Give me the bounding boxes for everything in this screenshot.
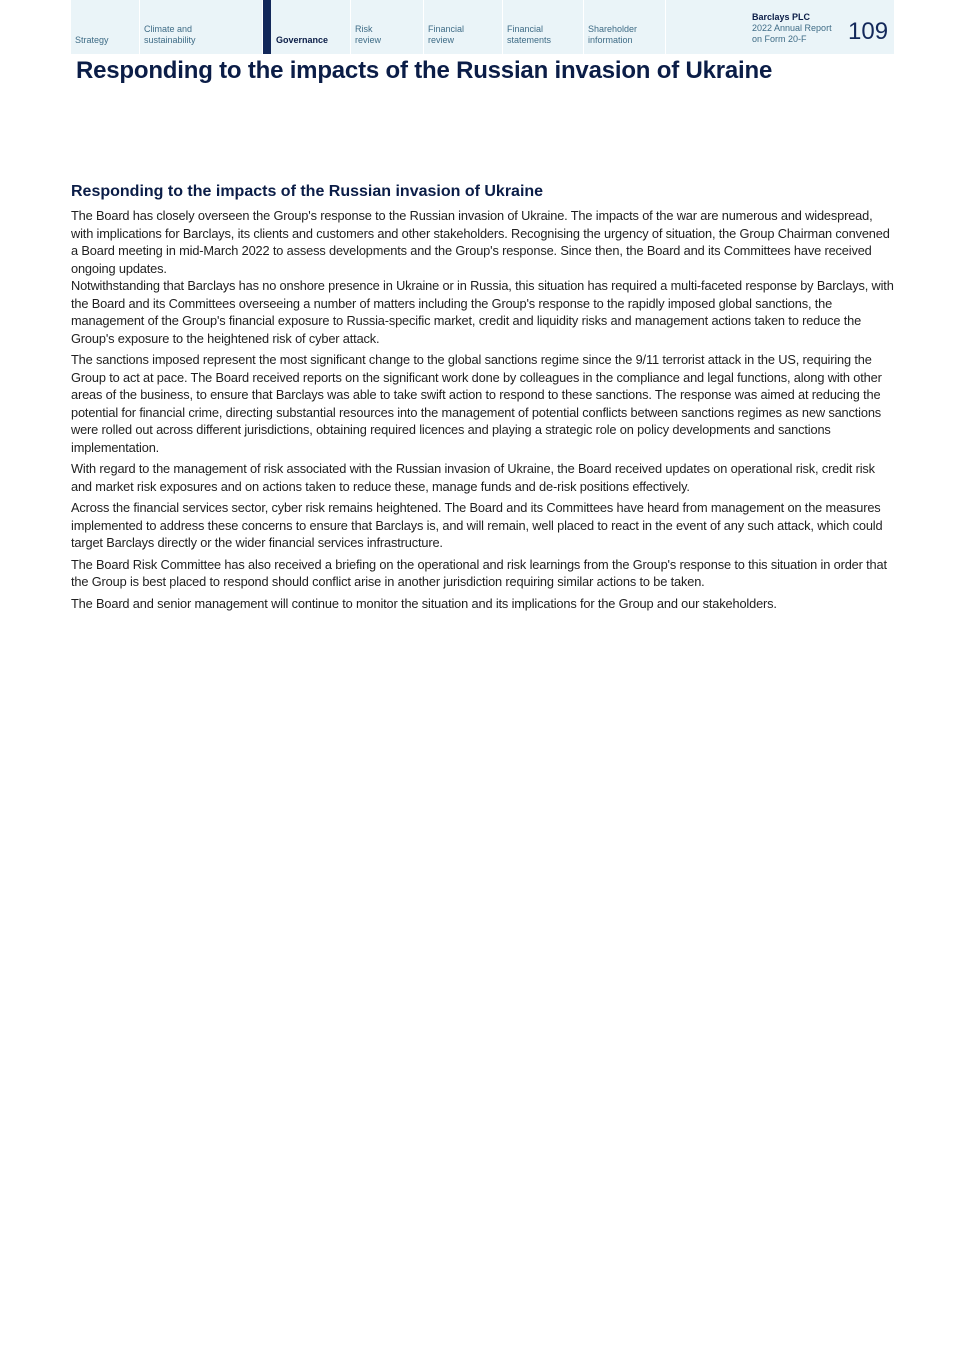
tab-risk-review[interactable] [351, 0, 424, 54]
tab-label: Risk review [355, 24, 382, 45]
report-title-line1: 2022 Annual Report [752, 23, 832, 33]
body-paragraph: Notwithstanding that Barclays has no onshore presence in Ukraine or in Russia, this situation has required a multi-faceted response by Barclays, with the Board and its Committees overseeing a number of matters including the Group's response to the rapidly imposed global sanctions, the management of the Group's financial exposure to Russia-specific market, credit and liquidity risks and management actions taken to reduce the Group's exposure to the heightened risk of cyber attack. [71, 278, 894, 346]
tab-strategy[interactable] [71, 0, 140, 54]
tab-label: Climate and sustainability [144, 24, 196, 45]
tab-label: Strategy [75, 35, 109, 45]
section-navigation [71, 0, 894, 54]
page-number: 109 [848, 18, 889, 45]
active-tab-marker [263, 0, 271, 54]
body-paragraph: The Board and senior management will continue to monitor the situation and its implications for the Group and our stakeholders. [71, 595, 777, 611]
tab-financial-statements[interactable] [503, 0, 584, 54]
report-branding [752, 12, 832, 45]
brand-name: Barclays PLC [752, 12, 811, 22]
body-paragraph: The Board has closely overseen the Group's response to the Russian invasion of Ukraine. The impacts of the war are numerous and widespread, with implications for Barclays, its clients and customers and other stakeholders. Recognising the urgency of situation, the Group Chairman convened a Board meeting in mid-March 2022 to assess developments and the Group's response. Since then, the Board and its Committees have received ongoing updates. [71, 208, 890, 276]
tab-label: Financial review [428, 24, 465, 45]
tab-financial-review[interactable] [424, 0, 503, 54]
body-paragraph: The Board Risk Committee has also received a briefing on the operational and risk learnings from the Group's response to this situation in order that the Group is best placed to respond should conflict arise in another jurisdiction requiring similar actions to be taken. [71, 556, 887, 589]
tab-climate-and-sustainability[interactable] [140, 0, 263, 54]
body-paragraph: The sanctions imposed represent the most significant change to the global sanctions regime since the 9/11 terrorist attack in the US, requiring the Group to act at pace. The Board received reports on the significant work done by colleagues in the compliance and legal functions, along with other areas of the business, to ensure that Barclays was able to take swift action to respond to these sanctions. The response was aimed at reducing the potential for financial crime, directing substantial resources into the management of potential conflicts between sanctions regimes as new sanctions were rolled out across different jurisdictions, obtaining required licences and playing a strategic role on policy developments and sanctions implementation. [71, 352, 882, 455]
tab-governance[interactable] [263, 0, 351, 54]
tab-label: Financial statements [507, 24, 552, 45]
body-paragraph: Across the financial services sector, cyber risk remains heightened. The Board and its Committees have heard from management on the measures implemented to address these concerns to ensure that Barclays is, and will remain, well placed to react in the event of any such attack, which could target Barclays directly or the wider financial services infrastructure. [71, 500, 883, 550]
page-title: Responding to the impacts of the Russian invasion of Ukraine [76, 57, 773, 84]
tab-shareholder-information[interactable] [584, 0, 666, 54]
report-title-line2: on Form 20-F [752, 34, 807, 44]
tab-label: Governance [276, 35, 329, 45]
body-paragraph: With regard to the management of risk associated with the Russian invasion of Ukraine, the Board received updates on operational risk, credit risk and market risk exposures and on actions taken to reduce these, manage funds and de-risk positions effectively. [71, 461, 875, 494]
content-section [71, 182, 897, 616]
section-heading: Responding to the impacts of the Russian invasion of Ukraine [71, 183, 544, 200]
tab-label: Shareholder information [588, 24, 638, 45]
